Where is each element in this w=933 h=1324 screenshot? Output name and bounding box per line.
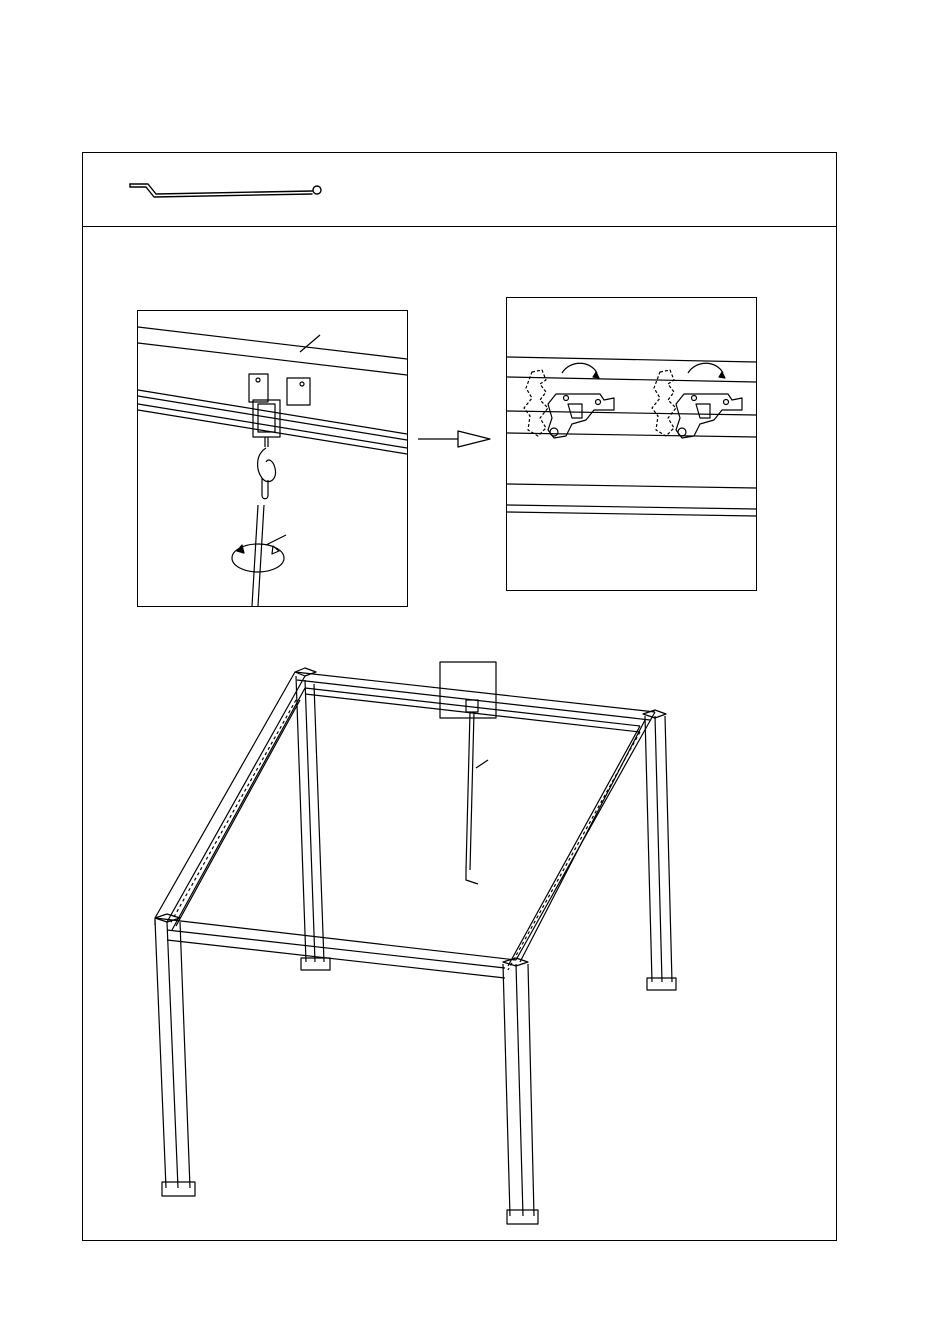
callout-box: [440, 662, 496, 718]
